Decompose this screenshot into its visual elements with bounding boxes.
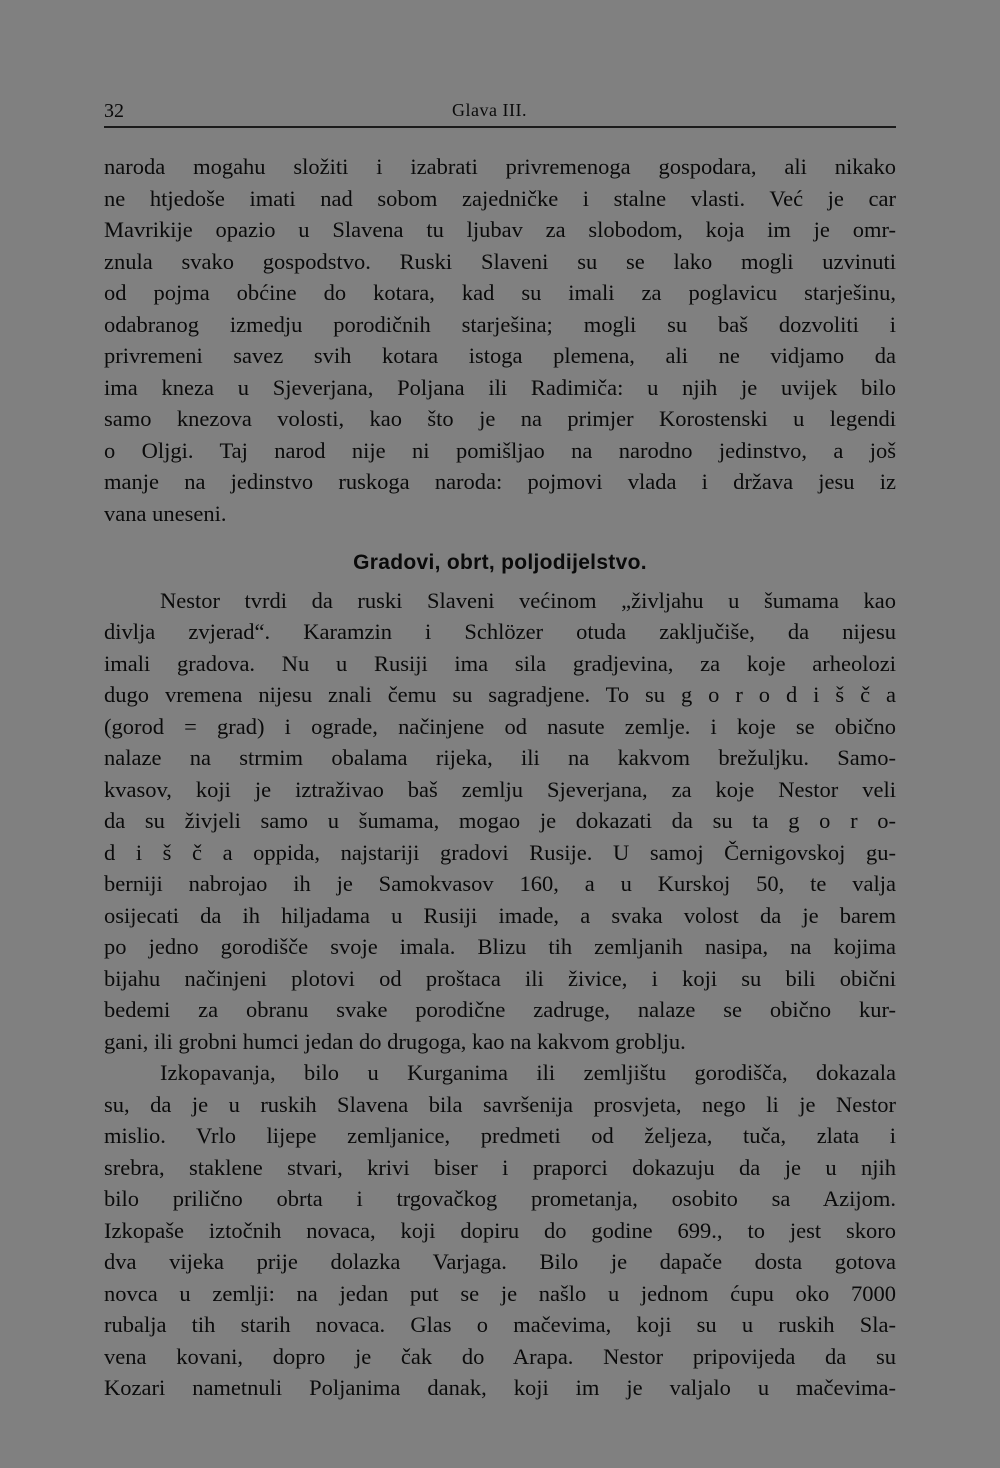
running-head: Glava III.	[452, 100, 527, 120]
text-line: d i š č a oppida, najstariji gradovi Rusije. U samoj Černigovskoj gu-	[104, 839, 896, 865]
page-header	[104, 100, 894, 126]
text-line: odabranog izmedju porodičnih starješina; mogli su baš dozvoliti i	[104, 311, 896, 337]
paragraph-1	[104, 151, 896, 529]
text-line: kvasov, koji je iztraživao baš zemlju Sjeverjana, za koje Nestor veli	[104, 776, 896, 802]
text-line: Nestor tvrdi da ruski Slaveni većinom „življahu u šumama kao	[160, 587, 896, 613]
text-line: od pojma obćine do kotara, kad su imali za poglavicu starješinu,	[104, 280, 896, 305]
text-line: gani, ili grobni humci jedan do drugoga, kao na kakvom groblju.	[104, 1028, 686, 1054]
text-line: ima kneza u Sjeverjana, Poljana ili Radimiča: u njih je uvijek bilo	[104, 374, 896, 400]
text-line: privremeni savez svih kotara istoga plemena, ali ne vidjamo da	[104, 343, 896, 368]
text-line: Kozari nametnuli Poljanima danak, koji im je valjalo u mačevima-	[104, 1375, 896, 1400]
text-line: po jedno gorodišče svoje imala. Blizu tih zemljanih nasipa, na kojima	[104, 934, 896, 959]
text-line: mislio. Vrlo lijepe zemljanice, predmeti od željeza, tuča, zlata i	[104, 1123, 896, 1148]
text-line: znula svako gospodstvo. Ruski Slaveni su se lako mogli uzvinuti	[104, 248, 896, 274]
text-line: Izkopaše iztočnih novaca, koji dopiru do godine 699., to jest skoro	[104, 1217, 896, 1243]
paragraph-3	[104, 1057, 896, 1404]
text-line: dva vijeka prije dolazka Varjaga. Bilo je dapače dosta gotova	[104, 1249, 896, 1274]
text-line: vena kovani, dopro je čak do Arapa. Nestor pripovijeda da su	[104, 1343, 896, 1369]
section-heading: Gradovi, obrt, poljodijelstvo.	[353, 551, 647, 574]
text-line: (gorod = grad) i ograde, načinjene od nasute zemlje. i koje se obično	[104, 713, 896, 739]
text-line: berniji nabrojao ih je Samokvasov 160, a u Kurskoj 50, te valja	[104, 871, 896, 896]
page-number: 32	[104, 100, 124, 122]
text-line: bijahu načinjeni plotovi od proštaca ili živice, i koji su bili obični	[104, 965, 896, 991]
text-line: novca u zemlji: na jedan put se je našlo u jednom ćupu oko 7000	[104, 1280, 896, 1306]
text-line: su, da je u ruskih Slavena bila savršenija prosvjeta, nego li je Nestor	[104, 1091, 896, 1117]
text-line: dugo vremena nijesu znali čemu su sagradjene. To su g o r o d i š č a	[104, 682, 896, 707]
text-line: naroda mogahu složiti i izabrati privremenoga gospodara, ali nikako	[104, 154, 896, 179]
paragraph-2	[104, 585, 896, 1058]
text-line: da su živjeli samo u šumama, mogao je dokazati da su ta g o r o-	[104, 808, 896, 833]
body-text	[104, 151, 896, 1404]
text-line: osijecati da ih hiljadama u Rusiji imade, a svaka volost da je barem	[104, 902, 896, 928]
text-line: nalaze na strmim obalama rijeka, ili na kakvom brežuljku. Samo-	[104, 745, 896, 770]
text-line: bedemi za obranu svake porodične zadruge, nalaze se obično kur-	[104, 997, 896, 1022]
text-line: srebra, staklene stvari, krivi biser i praporci dokazuju da je u njih	[104, 1154, 896, 1180]
header-rule	[104, 126, 896, 128]
text-line: Izkopavanja, bilo u Kurganima ili zemljištu gorodišča, dokazala	[160, 1060, 896, 1085]
text-line: ne htjedoše imati nad sobom zajedničke i stalne vlasti. Već je car	[104, 185, 896, 211]
text-line: vana uneseni.	[104, 500, 227, 526]
text-line: rubalja tih starih novaca. Glas o mačevima, koji su u ruskih Sla-	[104, 1312, 896, 1337]
text-line: Mavrikije opazio u Slavena tu ljubav za slobodom, koja im je omr-	[104, 217, 896, 242]
text-line: o Oljgi. Taj narod nije ni pomišljao na narodno jedinstvo, a još	[104, 437, 896, 463]
text-line: samo knezova volosti, kao što je na primjer Korostenski u legendi	[104, 406, 896, 431]
text-line: divlja zvjerad“. Karamzin i Schlözer otuda zaključiše, da nijesu	[104, 619, 896, 644]
text-line: bilo prilično obrta i trgovačkog prometanja, osobito sa Azijom.	[104, 1186, 896, 1211]
text-line: imali gradova. Nu u Rusiji ima sila gradjevina, za koje arheolozi	[104, 650, 896, 676]
text-line: manje na jedinstvo ruskoga naroda: pojmovi vlada i država jesu iz	[104, 469, 896, 494]
